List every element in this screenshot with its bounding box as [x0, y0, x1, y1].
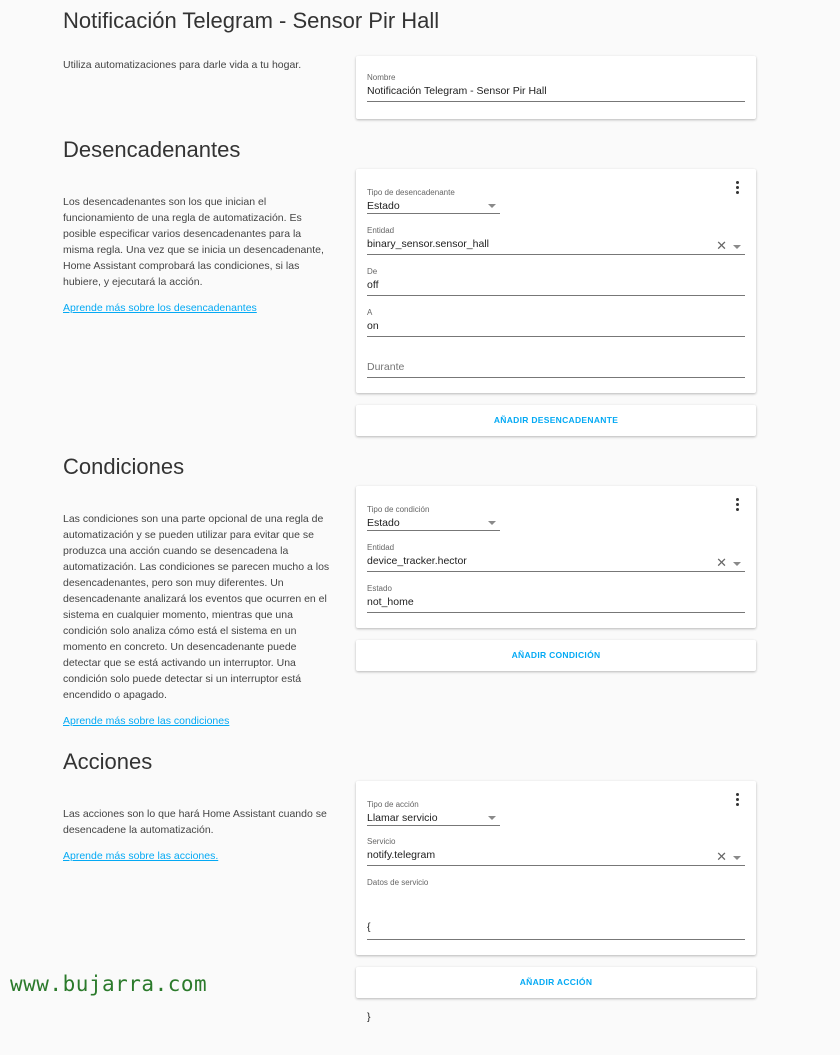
arrow-drop-down-icon — [488, 204, 496, 208]
name-label: Nombre — [367, 73, 396, 82]
triggers-learn-more-link[interactable]: Aprende más sobre los desencadenantes — [63, 302, 257, 314]
add-trigger-button[interactable]: AÑADIR DESENCADENANTE — [356, 405, 756, 436]
close-icon[interactable]: ✕ — [716, 238, 727, 253]
conditions-title: Condiciones — [63, 454, 185, 479]
trigger-to-field[interactable] — [367, 308, 745, 338]
trigger-card — [356, 169, 756, 393]
close-icon[interactable]: ✕ — [716, 849, 727, 864]
condition-state-label: Estado — [367, 584, 392, 593]
trigger-from-label: De — [367, 267, 378, 276]
trigger-to-value[interactable]: on — [367, 320, 379, 332]
more-vert-icon[interactable] — [734, 498, 742, 512]
action-data-label: Datos de servicio — [367, 878, 429, 887]
conditions-learn-more-link[interactable]: Aprende más sobre las condiciones — [63, 715, 230, 727]
page-subtitle: Utiliza automatizaciones para darle vida a tu hogar. — [63, 59, 302, 71]
condition-entity-value[interactable]: device_tracker.hector — [367, 555, 467, 567]
more-vert-icon[interactable] — [734, 181, 742, 195]
arrow-drop-down-icon[interactable] — [733, 245, 741, 249]
name-value[interactable]: Notificación Telegram - Sensor Pir Hall — [367, 85, 547, 97]
trigger-from-value[interactable]: off — [367, 279, 379, 291]
name-field[interactable] — [367, 73, 745, 103]
action-type-label: Tipo de acción — [367, 800, 419, 809]
actions-description: Las acciones son lo que hará Home Assistant cuando se desencadene la automatización. — [63, 808, 327, 836]
trigger-entity-value[interactable]: binary_sensor.sensor_hall — [367, 238, 489, 250]
action-service-field[interactable] — [367, 837, 745, 867]
action-service-label: Servicio — [367, 837, 396, 846]
more-vert-icon[interactable] — [734, 793, 742, 807]
trigger-for-field[interactable] — [367, 349, 745, 379]
page-title: Notificación Telegram - Sensor Pir Hall — [63, 8, 440, 33]
close-icon[interactable]: ✕ — [716, 555, 727, 570]
condition-state-field[interactable] — [367, 584, 745, 614]
triggers-description: Los desencadenantes son los que inician el funcionamiento de una regla de automatización. Es posible especificar varios desencadenantes para la misma regla. Una vez que se inicia un desencadenante, Home Assistant comprobará las condiciones, si las hubiere, y ejecutará la acción. — [63, 196, 324, 288]
condition-entity-label: Entidad — [367, 543, 395, 552]
arrow-drop-down-icon — [488, 816, 496, 820]
action-data-line: { — [367, 921, 371, 933]
arrow-drop-down-icon — [488, 521, 496, 525]
action-type-value: Llamar servicio — [367, 812, 438, 824]
condition-type-dropdown[interactable] — [367, 505, 500, 531]
condition-entity-field[interactable] — [367, 543, 745, 573]
trigger-from-field[interactable] — [367, 267, 745, 297]
action-type-dropdown[interactable] — [367, 800, 500, 826]
add-action-button[interactable]: AÑADIR ACCIÓN — [356, 967, 756, 998]
condition-type-value: Estado — [367, 517, 400, 529]
triggers-title: Desencadenantes — [63, 137, 241, 162]
trigger-entity-field[interactable] — [367, 226, 745, 256]
arrow-drop-down-icon[interactable] — [733, 856, 741, 860]
trigger-to-label: A — [367, 308, 373, 317]
trigger-entity-label: Entidad — [367, 226, 395, 235]
action-service-value[interactable]: notify.telegram — [367, 849, 436, 861]
watermark: www.bujarra.com — [10, 972, 208, 996]
name-card — [356, 56, 756, 119]
trigger-type-dropdown[interactable] — [367, 188, 500, 214]
action-data-line: } — [367, 1011, 371, 1023]
arrow-drop-down-icon[interactable] — [733, 562, 741, 566]
actions-title: Acciones — [63, 749, 153, 774]
trigger-type-value: Estado — [367, 200, 400, 212]
add-condition-button[interactable]: AÑADIR CONDICIÓN — [356, 640, 756, 671]
trigger-for-placeholder[interactable]: Durante — [367, 361, 405, 373]
condition-state-value[interactable]: not_home — [367, 596, 414, 608]
condition-type-label: Tipo de condición — [367, 505, 430, 514]
trigger-type-label: Tipo de desencadenante — [367, 188, 455, 197]
actions-learn-more-link[interactable]: Aprende más sobre las acciones. — [63, 850, 219, 862]
condition-card — [356, 486, 756, 628]
conditions-description: Las condiciones son una parte opcional de una regla de automatización y se pueden utilizar para evitar que se produzca una acción cuando se desencadena la automatización. Las condiciones se parecen mucho a los desencadenantes, pero son muy diferentes. Un desencadenante analizará los eventos que ocurren en el sistema en cualquier momento, mientras que una condición solo analiza cómo está el sistema en un momento en concreto. Un desencadenante puede detectar que se está activando un interruptor. Una condición solo puede detectar si un interruptor está encendido o apagado. — [63, 513, 330, 701]
